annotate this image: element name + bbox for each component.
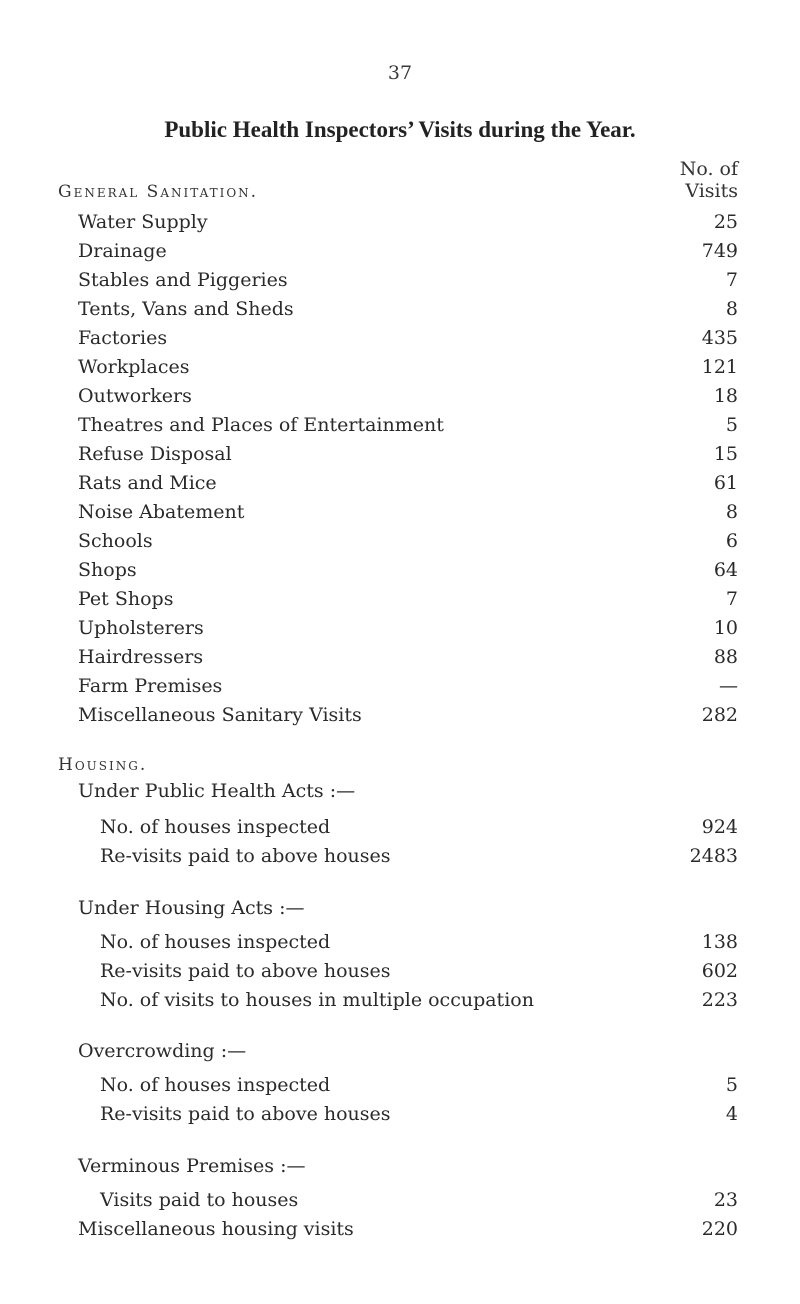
table-row bbox=[0, 956, 800, 986]
row-value: 8 bbox=[725, 501, 738, 523]
row-value: 64 bbox=[713, 559, 738, 581]
subheading-overcrowding: Overcrowding :— bbox=[78, 1040, 247, 1062]
table-row bbox=[0, 1185, 800, 1215]
table-row bbox=[0, 1099, 800, 1129]
row-value: 6 bbox=[725, 530, 738, 552]
row-label: Schools bbox=[78, 530, 153, 552]
row-value: 223 bbox=[701, 989, 738, 1011]
row-value: 7 bbox=[725, 269, 738, 291]
row-value: 8 bbox=[725, 298, 738, 320]
row-label: No. of houses inspected bbox=[100, 816, 331, 838]
table-row bbox=[0, 812, 800, 842]
table-row bbox=[0, 985, 800, 1015]
row-label: No. of visits to houses in multiple occupation bbox=[100, 989, 534, 1011]
table-row bbox=[0, 207, 800, 237]
row-value: 88 bbox=[713, 646, 738, 668]
table-row bbox=[0, 642, 800, 672]
row-value: 5 bbox=[725, 414, 738, 436]
table-row bbox=[0, 841, 800, 871]
row-value: 749 bbox=[701, 240, 738, 262]
row-value: 23 bbox=[713, 1189, 738, 1211]
row-value: 61 bbox=[713, 472, 738, 494]
row-label: Stables and Piggeries bbox=[78, 269, 288, 291]
row-label: No. of houses inspected bbox=[100, 1074, 331, 1096]
subheading-verminous-premises: Verminous Premises :— bbox=[78, 1155, 306, 1177]
row-value: 121 bbox=[701, 356, 738, 378]
row-label: Visits paid to houses bbox=[100, 1189, 299, 1211]
row-value: 10 bbox=[713, 617, 738, 639]
column-header-line2: Visits bbox=[685, 180, 738, 202]
column-header-line1: No. of bbox=[679, 158, 738, 180]
section-heading-general-sanitation: General Sanitation. bbox=[58, 182, 259, 202]
table-row bbox=[0, 671, 800, 701]
row-value: 4 bbox=[725, 1103, 738, 1125]
row-value: 2483 bbox=[689, 845, 738, 867]
row-label: Tents, Vans and Sheds bbox=[78, 298, 294, 320]
table-row bbox=[0, 410, 800, 440]
row-label: Rats and Mice bbox=[78, 472, 217, 494]
table-row bbox=[0, 497, 800, 527]
table-row bbox=[0, 584, 800, 614]
row-label: Miscellaneous Sanitary Visits bbox=[78, 704, 362, 726]
section-heading-housing: Housing. bbox=[58, 755, 148, 775]
row-label: Refuse Disposal bbox=[78, 443, 232, 465]
row-value: 435 bbox=[701, 327, 738, 349]
row-value: 18 bbox=[713, 385, 738, 407]
table-row bbox=[0, 526, 800, 556]
table-row bbox=[0, 1214, 800, 1244]
row-label: Hairdressers bbox=[78, 646, 204, 668]
row-label: Shops bbox=[78, 559, 137, 581]
row-label: Miscellaneous housing visits bbox=[78, 1218, 354, 1240]
row-label: No. of houses inspected bbox=[100, 931, 331, 953]
table-row bbox=[0, 700, 800, 730]
page-number: 37 bbox=[387, 62, 413, 84]
row-label: Workplaces bbox=[78, 356, 190, 378]
row-label: Re-visits paid to above houses bbox=[100, 960, 391, 982]
row-value: 5 bbox=[725, 1074, 738, 1096]
subheading-public-health-acts: Under Public Health Acts :— bbox=[78, 780, 356, 802]
row-label: Factories bbox=[78, 327, 168, 349]
table-row bbox=[0, 323, 800, 353]
row-label: Re-visits paid to above houses bbox=[100, 1103, 391, 1125]
table-row bbox=[0, 555, 800, 585]
row-label: Outworkers bbox=[78, 385, 192, 407]
row-value: 602 bbox=[701, 960, 738, 982]
row-label: Theatres and Places of Entertainment bbox=[78, 414, 444, 436]
row-value: 220 bbox=[701, 1218, 738, 1240]
row-value: 924 bbox=[701, 816, 738, 838]
subheading-housing-acts: Under Housing Acts :— bbox=[78, 897, 305, 919]
row-label: Farm Premises bbox=[78, 675, 223, 697]
row-value: 282 bbox=[701, 704, 738, 726]
row-label: Noise Abatement bbox=[78, 501, 245, 523]
row-value: 15 bbox=[713, 443, 738, 465]
row-value: 7 bbox=[725, 588, 738, 610]
table-row bbox=[0, 352, 800, 382]
row-value: 25 bbox=[713, 211, 738, 233]
table-row bbox=[0, 439, 800, 469]
row-label: Pet Shops bbox=[78, 588, 174, 610]
table-row bbox=[0, 381, 800, 411]
row-value: 138 bbox=[701, 931, 738, 953]
table-row bbox=[0, 236, 800, 266]
table-row bbox=[0, 468, 800, 498]
table-row bbox=[0, 294, 800, 324]
row-label: Water Supply bbox=[78, 211, 208, 233]
page-title: Public Health Inspectors’ Visits during the Year. bbox=[164, 117, 636, 142]
table-row bbox=[0, 613, 800, 643]
row-label: Upholsterers bbox=[78, 617, 204, 639]
table-row bbox=[0, 927, 800, 957]
row-value: — bbox=[719, 675, 738, 697]
row-label: Re-visits paid to above houses bbox=[100, 845, 391, 867]
table-row bbox=[0, 1070, 800, 1100]
table-row bbox=[0, 265, 800, 295]
row-label: Drainage bbox=[78, 240, 167, 262]
